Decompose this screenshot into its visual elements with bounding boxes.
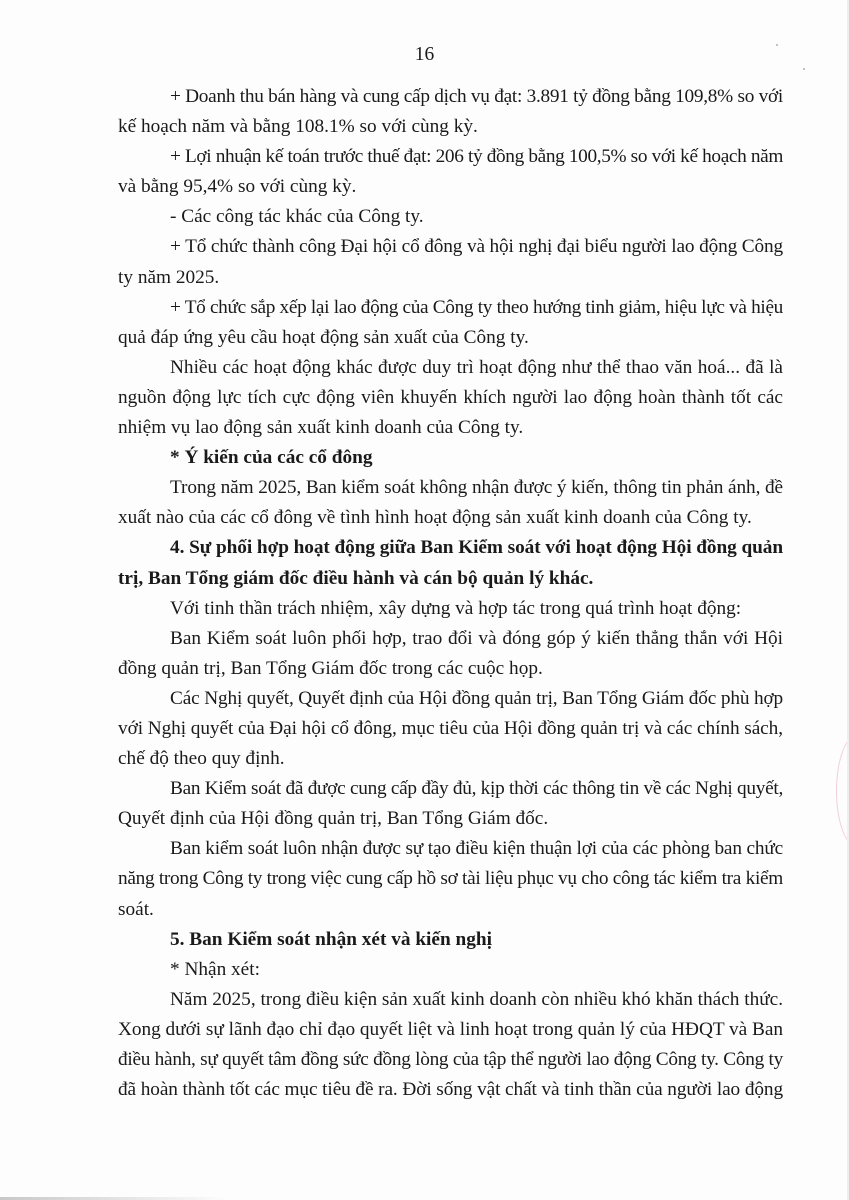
text-line: đã hoàn thành tốt các mục tiêu đề ra. Đời sống vật chất và tinh thần của người lao động [118, 1079, 784, 1101]
text-line: Xong dưới sự lãnh đạo chỉ đạo quyết liệt và linh hoạt trong quản lý của HĐQT và Ban [118, 1018, 783, 1040]
text-line: chế độ theo quy định. [118, 748, 285, 770]
subheading: trị, Ban Tổng giám đốc điều hành và cán bộ quản lý khác. [118, 567, 594, 589]
text-line: nguồn động lực tích cực động viên khuyến khích người lao động hoàn thành tốt các [118, 386, 783, 408]
text-line: Các Nghị quyết, Quyết định của Hội đồng quản trị, Ban Tổng Giám đốc phù hợp [170, 687, 784, 709]
text-line: Ban kiểm soát luôn nhận được sự tạo điều kiện thuận lợi của các phòng ban chức [170, 838, 784, 860]
text-line: điều hành, sự quyết tâm đồng sức đồng lòng của tập thể người lao động Công ty. Công ty [118, 1049, 783, 1070]
text-line: xuất nào của các cổ đông về tình hình hoạt động sản xuất kinh doanh của Công ty. [118, 507, 752, 529]
text-line: Năm 2025, trong điều kiện sản xuất kinh doanh còn nhiều khó khăn thách thức. [170, 988, 784, 1010]
text-line: kế hoạch năm và bằng 108.1% so với cùng kỳ. [118, 116, 478, 138]
text-line: Quyết định của Hội đồng quản trị, Ban Tổng Giám đốc. [118, 808, 549, 830]
text-line: + Tổ chức sắp xếp lại lao động của Công ty theo hướng tinh giảm, hiệu lực và hiệu [170, 296, 783, 318]
text-line: + Doanh thu bán hàng và cung cấp dịch vụ đạt: 3.891 tỷ đồng bằng 109,8% so với [170, 86, 783, 107]
text-line: Trong năm 2025, Ban kiểm soát không nhận được ý kiến, thông tin phản ánh, đề [170, 477, 783, 499]
scan-speck [803, 68, 805, 70]
section-heading: 5. Ban Kiểm soát nhận xét và kiến nghị [170, 928, 492, 950]
section-heading: 4. Sự phối hợp hoạt động giữa Ban Kiểm soát với hoạt động Hội đồng quản [170, 537, 783, 559]
text-line: + Tổ chức thành công Đại hội cổ đông và hội nghị đại biểu người lao động Công [170, 236, 784, 258]
text-line: nhiệm vụ lao động sản xuất kinh doanh của Công ty. [118, 417, 524, 439]
text-line: Ban Kiểm soát đã được cung cấp đầy đủ, kịp thời các thông tin về các Nghị quyết, [170, 778, 784, 800]
subheading: * Ý kiến của các cổ đông [170, 447, 373, 469]
text-line: ty năm 2025. [118, 266, 220, 288]
text-line: năng trong Công ty trong việc cung cấp hồ sơ tài liệu phục vụ cho công tác kiểm tra kiểm [118, 868, 783, 890]
document-body [118, 82, 783, 1105]
text-line: quả đáp ứng yêu cầu hoạt động sản xuất của Công ty. [118, 326, 529, 348]
text-line: Ban Kiểm soát luôn phối hợp, trao đổi và đóng góp ý kiến thẳng thắn với Hội [170, 627, 783, 649]
page-number: 16 [414, 44, 435, 65]
text-line: Với tinh thần trách nhiệm, xây dựng và hợp tác trong quá trình hoạt động: [170, 597, 742, 619]
text-line: Nhiều các hoạt động khác được duy trì hoạt động như thể thao văn hoá... đã là [170, 356, 783, 378]
text-line: - Các công tác khác của Công ty. [170, 206, 424, 228]
text-line: và bằng 95,4% so với cùng kỳ. [118, 176, 357, 198]
scan-speck [776, 44, 778, 46]
text-line: đồng quản trị, Ban Tổng Giám đốc trong các cuộc họp. [118, 657, 543, 679]
text-line: soát. [118, 898, 154, 920]
text-line: + Lợi nhuận kế toán trước thuế đạt: 206 tỷ đồng bằng 100,5% so với kế hoạch năm [170, 146, 783, 168]
text-line: * Nhận xét: [170, 958, 260, 980]
text-line: với Nghị quyết của Đại hội cổ đông, mục tiêu của Hội đồng quản trị và các chính sách, [118, 717, 783, 739]
